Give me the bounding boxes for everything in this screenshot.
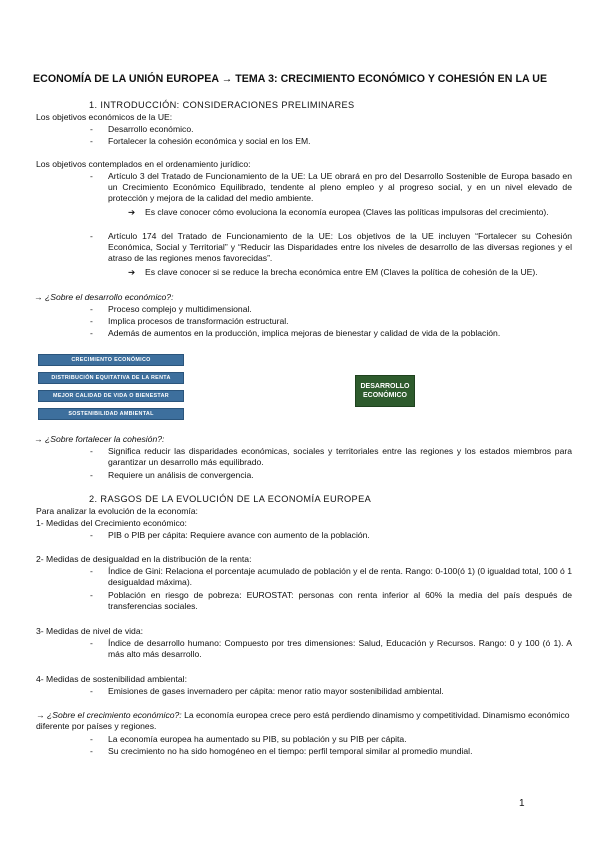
list-item: - Fortalecer la cohesión económica y social en los EM.	[108, 136, 311, 147]
list-item: - Índice de desarrollo humano: Compuesto por tres dimensiones: Salud, Educación y Recursos. Rango: 0 y 100 (ó 1). A más alto más desarrollo.	[108, 638, 572, 660]
list-item: - Significa reducir las disparidades económicas, sociales y territoriales entre las regiones y los estados miembros para garantizar un desarrollo más equilibrado.	[108, 446, 572, 468]
list-item: - La economía europea ha aumentado su PIB, su población y su PIB per cápita.	[108, 734, 407, 745]
list-item: - Requiere un análisis de convergencia.	[108, 470, 254, 481]
page-number: 1	[519, 798, 525, 809]
measure-1-label: 1- Medidas del Crecimiento económico:	[36, 518, 187, 528]
list-item: - Además de aumentos en la producción, implica mejoras de bienestar y calidad de vida de la población.	[108, 328, 500, 339]
list-item: - Población en riesgo de pobreza: EUROSTAT: personas con renta inferior al 60% la media del país después de transferencias sociales.	[108, 590, 572, 612]
article-174: - Artículo 174 del Tratado de Funcionamiento de la UE: Los objetivos de la UE incluyen “Fortalecer su Cohesión Económica, Social y Territorial” y “Reducir las Disparidades entre los niveles de desarrollo de las diversas regiones y el atraso de las regiones menos favorecidas”.	[108, 231, 572, 264]
desarrollo-question: → ¿Sobre el desarrollo económico?:	[34, 292, 174, 302]
measure-3-label: 3- Medidas de nivel de vida:	[36, 626, 144, 636]
section-1-heading: 1. INTRODUCCIÓN: CONSIDERACIONES PRELIMINARES	[89, 100, 355, 110]
list-item: - Proceso complejo y multidimensional.	[108, 304, 252, 315]
article-174-conclusion: Es clave conocer si se reduce la brecha económica entre EM (Claves la política de cohesión de la UE).	[145, 267, 538, 277]
diagram-box-crecimiento: CRECIMIENTO ECONÓMICO	[38, 354, 184, 366]
measure-2-label: 2- Medidas de desigualdad en la distribución de la renta:	[36, 554, 252, 564]
crecimiento-paragraph: → ¿Sobre el crecimiento económico?: La economía europea crece pero está perdiendo dinamismo y competitividad. Dinamismo económico diferente por países y regiones.	[36, 710, 570, 731]
objectives-label: Los objetivos económicos de la UE:	[36, 112, 173, 122]
list-item: - Su crecimiento no ha sido homogéneo en el tiempo: perfil temporal similar al promedio mundial.	[108, 746, 472, 757]
list-item: - PIB o PIB per cápita: Requiere avance con aumento de la población.	[108, 530, 370, 541]
diagram-box-bienestar: MEJOR CALIDAD DE VIDA O BIENESTAR	[38, 390, 184, 402]
article-3: - Artículo 3 del Tratado de Funcionamiento de la UE: La UE obrará en pro del Desarrollo Sostenible de Europa basado en un Crecimiento Económico Equilibrado, tendente al pleno empleo y al progreso social, y en un nivel elevado de protección y mejora de la calidad del medio ambiente.	[108, 171, 572, 204]
list-item: - Índice de Gini: Relaciona el porcentaje acumulado de población y el de renta. Rango: 0-100(ó 1) (0 igualdad total, 100 ó 1 desigualdad máxima).	[108, 566, 572, 588]
arrow-icon: ➔	[128, 207, 136, 217]
article-3-conclusion: Es clave conocer cómo evoluciona la economía europea (Claves las políticas impulsoras del crecimiento).	[145, 207, 549, 217]
section-2-intro: Para analizar la evolución de la economía:	[36, 506, 198, 516]
cohesion-question: → ¿Sobre fortalecer la cohesión?:	[34, 434, 165, 444]
diagram-result-line1: DESARROLLO	[360, 383, 410, 390]
page-title: ECONOMÍA DE LA UNIÓN EUROPEA → TEMA 3: CRECIMIENTO ECONÓMICO Y COHESIÓN EN LA UE	[33, 73, 548, 85]
list-item: - Implica procesos de transformación estructural.	[108, 316, 289, 327]
arrow-icon: ➔	[128, 267, 136, 277]
list-item: - Emisiones de gases invernadero per cápita: menor ratio mayor sostenibilidad ambiental.	[108, 686, 444, 697]
diagram-box-distribucion: DISTRIBUCIÓN EQUITATIVA DE LA RENTA	[38, 372, 184, 384]
diagram-result-line2: ECONÓMICO	[363, 392, 407, 399]
list-item: - Desarrollo económico.	[108, 124, 194, 135]
diagram-box-sostenibilidad: SOSTENIBILIDAD AMBIENTAL	[38, 408, 184, 420]
legal-label: Los objetivos contemplados en el ordenamiento jurídico:	[36, 159, 251, 169]
diagram-result-box	[355, 375, 415, 407]
measure-4-label: 4- Medidas de sostenibilidad ambiental:	[36, 674, 187, 684]
section-2-heading: 2. RASGOS DE LA EVOLUCIÓN DE LA ECONOMÍA EUROPEA	[89, 494, 372, 504]
